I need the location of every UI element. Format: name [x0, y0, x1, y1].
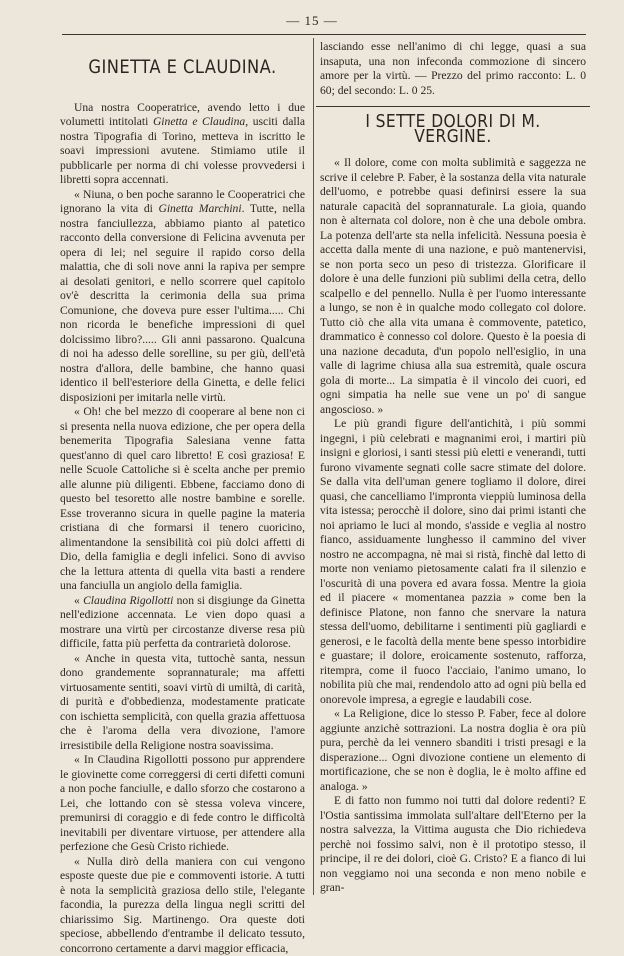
- text-run: . Tutte, nella nostra fanciullezza, abbiamo pianto al patetico racconto della conversione di Felicina avvenuta per opera di lei; nel seguire il rapido corso della malattia, che di soli nove anni la rapiva per sempre ai desolati genitori, e nello scorrere quel capitolo ov'è descritta la cerimonia della sua prima Comunione, che doveva pure esser l'ultima..... Chi non ricorda le benefiche impressioni di quel dolcissimo libro?..... Gli anni passarono. Qualcuna di noi ha adesso delle sorelline, su per giù, dell'età nostra d'allora, delle bambine, che hanno quasi identico il bell'esteriore della Ginetta, e delle felici disposizioni per imitarla nelle virtù.: [60, 202, 305, 404]
- text-run: « Il dolore, come con molta sublimità e saggezza ne scrive il celebre P. Faber, è la sostanza della vita naturale dell'uomo, e potrebbe quasi definirsi essere la sua naturale capacità del soprannaturale. La gioia, quando non è alternata col dolore, non è che una debole ombra. La potenza dell'arte sta nella infelicità. Nessuna poesia è accetta dalla mente di una nazione, e può mantenervisi, se non porta seco un peso di tristezza. Glorificare il dolore è una delle funzioni più sublimi della cetra, dello scalpello e del pennello. Nulla è per l'uomo interessante a lungo, se non è in qualche modo collegato col dolore. Tutto ciò che alla vita umana è commovente, patetico, drammatico è connesso col dolore. Questo è la poesia di una nazione decaduta, d'un popolo nell'esiglio, in una valle di lagrime chiusa alla sua estremità, quale oscura gola di morte... La simpatia è il vincolo dei cuori, ed ogni simpatia ha nelle sue vene un po' di sangue angoscioso. »: [320, 156, 586, 416]
- article-body-sette-dolori: [320, 156, 586, 896]
- paragraph: [60, 753, 305, 855]
- right-column: [320, 40, 586, 899]
- paragraph: [60, 652, 305, 754]
- section-rule: [316, 106, 590, 107]
- text-run: Una nostra Cooperatrice, avendo letto i due volumetti intitolati: [60, 101, 305, 129]
- paragraph: [320, 794, 586, 896]
- article-title-ginetta: GINETTA E CLAUDINA.: [77, 60, 288, 75]
- paragraph: [60, 855, 305, 956]
- text-run: «: [74, 594, 83, 607]
- paragraph: [320, 707, 586, 794]
- paragraph: [320, 417, 586, 707]
- article-title-sette-dolori: I SETTE DOLORI DI M. VERGINE.: [339, 115, 568, 144]
- text-run: « In Claudina Rigollotti possono pur apprendere le giovinette come correggersi di certi difetti comuni a non poche fanciulle, e dallo sforzo che costarono a Lei, che lottando con sè stessa voleva vincere, premunirsi di coraggio e di fede contro le difficoltà inevitabili per diventare virtuose, per attendere alla perfezione che Gesù Cristo richiede.: [60, 753, 305, 853]
- paragraph: [320, 156, 586, 417]
- paragraph: [60, 101, 305, 188]
- paragraph: [60, 188, 305, 406]
- text-run: , usciti dalla nostra Tipografia di Torino, metteva in iscritto le soavi impressioni avutene. Stimiamo utile il pubblicarle per norma di chi volesse provvedersi i libretti sopra accennati.: [60, 115, 305, 186]
- header-rule: [62, 34, 586, 35]
- text-run: E di fatto non fummo noi tutti dal dolore redenti? E l'Ostia santissima immolata sull'altare dell'Eterno per la nostra salvezza, la Vittima augusta che Dio richiedeva perchè noi fossimo salvi, non è il prototipo stesso, il principe, il re dei dolori, cioè G. Cristo? E a fianco di lui non veggiamo noi una seconda e non meno nobile e gran-: [320, 794, 586, 894]
- article-body-ginetta: [60, 101, 305, 956]
- italic-title-text: Ginetta Marchini: [158, 202, 241, 215]
- continuation-text: lasciando esse nell'animo di chi legge, quasi a sua insaputa, una non infeconda commozione di sincero amore per la virtù. — Prezzo del primo racconto: L. 0 60; del secondo: L. 0 25.: [320, 40, 586, 98]
- text-run: Le più grandi figure dell'antichità, i più sommi ingegni, i più celebrati e magnanimi eroi, i martiri più insigni e gloriosi, i santi stessi più eletti e venerandi, tutti furono vivamente segnati colle sacre stimate del dolore. Se dalla vita dell'uman genere togliamo il dolore, direi quasi, che cancelliamo l'impronta vieppiù luminosa della vita istessa; perocchè il dolore, sino dai primi istanti che noi apriamo le luci al mondo, s'asside e veglia al nostro fianco, assiduamente lunghesso il cammino del viver nostro ne accompagna, nè mai si ristà, finchè dal letto di morte non veniamo pietosamente calati fra il silenzio e l'oscurità di una povera ed avara fossa. Mentre la gioia ed il piacere « momentanea pazzia » come ben la definisce Platone, non fanno che snervare la natura stessa dell'uomo, debilitarne i sentimenti più gagliardi e generosi, e le facoltà della mente bene spesso intorbidire e guastare; il dolore, eroicamente sostenuto, rafforza, ritempra, come il fuoco l'acciaio, l'animo umano, lo nobilita più che mai, rendendolo atto ad ogni più bella ed onorevole impresa, a egregie e laudabili cose.: [320, 417, 586, 706]
- page-number: — 15 —: [0, 13, 624, 29]
- italic-title-text: Ginetta e Claudina: [153, 115, 245, 128]
- text-run: « Nulla dirò della maniera con cui vengono esposte queste due pie e commoventi istorie. A tutti è nota la semplicità graziosa dello stile, l'elegante facondia, la purezza della lingua negli scritti del chiarissimo Sig. Martinengo. Ora queste doti speciose, abbellendo d'entrambe il delicato tessuto, concorrono certamente a darvi maggior efficacia,: [60, 855, 305, 955]
- text-run: « Anche in questa vita, tuttochè santa, nessun dono grandemente soprannaturale; ma affetti virtuosamente sentiti, soavi virtù di umiltà, di carità, di purità e d'obbedienza, modestamente praticate con ischietta semplicità, con quella grazia affettuosa che è l'aroma della vera divozione, l'amore irresistibile della Religione nostra soavissima.: [60, 652, 305, 752]
- left-column: [60, 40, 305, 899]
- paragraph: [60, 405, 305, 594]
- text-run: non si disgiunge da Ginetta nell'edizione accennata. Le vien dopo quasi a mostrare una virtù per circostanze diverse resa più difficile, fatta più perfetta da contrarietà dolorose.: [60, 594, 305, 651]
- column-divider: [313, 38, 314, 895]
- text-run: « Niuna, o ben poche saranno le Cooperatrici che ignorano la vita di: [60, 188, 305, 216]
- paragraph: [60, 594, 305, 652]
- text-run: « Oh! che bel mezzo di cooperare al bene non ci si presenta nella nuova edizione, che per opera della benemerita Tipografia Salesiana venne fatta quest'anno di quel caro libretto! E così graziosa! E nelle Scuole Cattoliche si è scelta anche per premio alle alunne più diligenti. Ebbene, facciamo dono di questo bel tesoretto alle nostre bambine e sorelle. Esse troveranno sicura in quelle pagine la materia cristiana di che formarsi il tenero cuoricino, alimentandone la sensibilità coi più dolci affetti di Dio, della famiglia e degli infelici. Sono di avviso che la lettura attenta di quella vita basti a rendere una fanciulla un angiolo della famiglia.: [60, 405, 305, 592]
- italic-title-text: Claudina Rigollotti: [83, 594, 173, 607]
- text-run: « La Religione, dice lo stesso P. Faber, fece al dolore aggiunte anzichè sottrazioni. La nostra doglia è ora più pura, perchè da lei vennero sbanditi i tristi presagi e la disperazione... Ogni divozione contiene un elemento di mortificazione, che se non è doglia, le è molto affine ed analoga. »: [320, 707, 586, 793]
